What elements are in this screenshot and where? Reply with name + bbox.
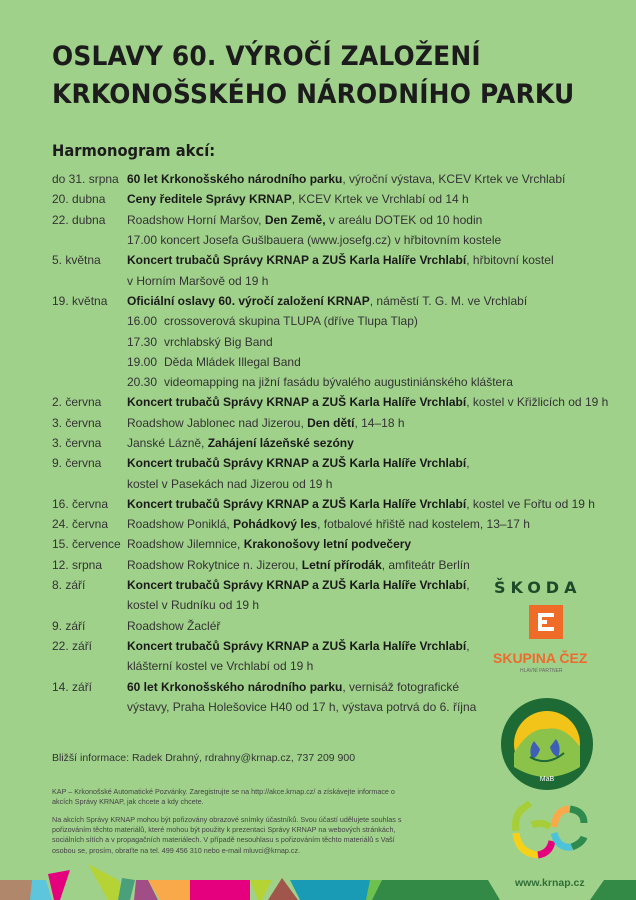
event-details: vrchlabský Big Band xyxy=(164,334,273,349)
event-details: , náměstí T. G. M. ve Vrchlabí xyxy=(369,293,528,308)
event-date: 20. dubna xyxy=(52,192,106,207)
event-details: videomapping na jižní fasádu bývalého augustiniánského kláštera xyxy=(164,375,513,390)
event-description xyxy=(127,416,405,430)
schedule-row xyxy=(52,169,582,189)
event-date: 9. září xyxy=(52,618,86,633)
schedule-row xyxy=(52,514,582,534)
schedule-row xyxy=(52,210,582,230)
event-details: , amfiteátr Berlín xyxy=(381,557,470,572)
event-details: , hřbitovní kostel xyxy=(466,253,554,268)
event-title: Ceny ředitele Správy KRNAP xyxy=(127,192,292,207)
schedule-row xyxy=(52,473,582,493)
event-title: Pohádkový les xyxy=(233,517,318,532)
schedule-row xyxy=(52,392,609,412)
event-title: Den Země, xyxy=(264,212,326,227)
event-title: Krakonošovy letní podvečery xyxy=(243,537,412,552)
cez-logo-text: SKUPINA ČEZ xyxy=(493,650,588,666)
event-details: crossoverová skupina TLUPA (dříve Tlupa Tlap) xyxy=(164,314,418,329)
event-date: 14. září xyxy=(52,679,93,694)
event-description xyxy=(127,233,501,247)
event-description xyxy=(127,497,595,511)
event-date: 12. srpna xyxy=(52,557,103,572)
event-date: 3. června xyxy=(52,436,102,450)
event-description xyxy=(127,253,554,267)
event-date: 24. června xyxy=(52,517,109,532)
decorative-color-strip xyxy=(0,864,636,900)
event-details: , kostel v Křižlicích od 19 h xyxy=(466,395,609,410)
event-description xyxy=(127,680,459,694)
schedule-row xyxy=(52,230,582,250)
event-description xyxy=(127,314,418,328)
krnap-emblem-icon xyxy=(500,697,594,796)
event-description xyxy=(127,700,476,714)
event-date: 5. května xyxy=(52,253,101,268)
schedule-row xyxy=(52,555,582,575)
event-details: , 14–18 h xyxy=(354,415,405,430)
event-description xyxy=(127,335,273,349)
event-date: 15. července xyxy=(52,537,121,552)
event-title: Koncert trubačů Správy KRNAP a ZUŠ Karla Halíře Vrchlabí xyxy=(127,395,467,410)
cez-partner-label: HLAVNÍ PARTNER xyxy=(520,668,563,674)
event-time: 16.00 xyxy=(127,314,158,329)
event-description xyxy=(127,619,220,633)
schedule-row xyxy=(52,676,582,696)
cez-logo-icon xyxy=(529,605,563,639)
schedule-row xyxy=(52,453,582,473)
event-prefix: Roadshow Horní Maršov, xyxy=(127,212,265,227)
event-details: kostel v Rudníku od 19 h xyxy=(127,598,260,613)
schedule-row xyxy=(52,616,582,636)
event-details: , KCEV Krtek ve Vrchlabí od 14 h xyxy=(291,192,469,207)
event-date: 16. června xyxy=(52,496,109,511)
event-time: 17.30 xyxy=(127,334,158,349)
svg-text:MaB: MaB xyxy=(539,776,555,783)
event-date: 8. září xyxy=(52,578,86,593)
event-date: 22. září xyxy=(52,638,93,653)
event-schedule xyxy=(52,169,609,717)
skoda-logo: ŠKODA xyxy=(494,578,582,597)
event-prefix: Roadshow Jablonec nad Jizerou, xyxy=(127,415,308,430)
schedule-row xyxy=(52,595,582,615)
event-prefix: Roadshow Jilemnice, xyxy=(127,537,244,552)
event-prefix: Janské Lázně, xyxy=(127,436,208,450)
event-description xyxy=(127,436,354,450)
event-title: Oficiální oslavy 60. výročí založení KRNAP xyxy=(127,293,370,308)
event-details: Roadshow Žacléř xyxy=(127,618,221,633)
kap-note: KAP – Krkonošské Automatické Pozvánky. Zaregistrujte se na http://akce.krnap.cz/ a získávejte informace o akcích Správy KRNAP, jak chcete a kdy chcete. xyxy=(52,787,395,807)
event-title: Koncert trubačů Správy KRNAP a ZUŠ Karla Halíře Vrchlabí xyxy=(127,253,467,268)
event-title: Koncert trubačů Správy KRNAP a ZUŠ Karla Halíře Vrchlabí xyxy=(127,496,467,511)
event-details: , xyxy=(466,578,470,593)
event-details: , výroční výstava, KCEV Krtek ve Vrchlabí xyxy=(342,172,566,187)
event-description xyxy=(127,274,268,288)
event-description xyxy=(127,639,470,653)
title-line-2: KRKONOŠSKÉHO NÁRODNÍHO PARKU xyxy=(52,79,575,110)
schedule-row xyxy=(52,352,582,372)
event-details: , xyxy=(466,456,470,471)
schedule-row xyxy=(52,291,582,311)
event-details: klášterní kostel ve Vrchlabí od 19 h xyxy=(127,659,314,674)
event-title: 60 let Krkonošského národního parku xyxy=(127,172,343,187)
event-description xyxy=(127,375,513,389)
event-details: , xyxy=(466,638,470,653)
photo-consent-note: Na akcích Správy KRNAP mohou být pořizovány obrazové snímky účastníků. Svou účastí udělujete souhlas s pořizováním těchto materiálů, které mohou být použity k prezentaci Správy KRNAP na webových stránkách, sociálních sítích a v propagačních materiálech. V případě nesouhlasu s pořizováním těchto materiálů s Vaší osobou se, prosím, obraťte na tel. 499 456 310 nebo e-mail mluvci@krnap.cz. xyxy=(52,815,402,855)
schedule-row xyxy=(52,270,582,290)
schedule-heading: Harmonogram akcí: xyxy=(52,141,216,160)
event-title: Letní přírodák xyxy=(301,557,382,572)
event-title: Zahájení lázeňské sezóny xyxy=(207,436,354,450)
page-title xyxy=(52,38,574,114)
event-description xyxy=(127,456,470,470)
event-title: Koncert trubačů Správy KRNAP a ZUŠ Karla Halíře Vrchlabí xyxy=(127,456,467,471)
schedule-row xyxy=(52,494,595,514)
event-title: Koncert trubačů Správy KRNAP a ZUŠ Karla Halíře Vrchlabí xyxy=(127,638,467,653)
event-date: 2. června xyxy=(52,395,102,410)
event-date: do 31. srpna xyxy=(52,172,119,187)
event-date: 22. dubna xyxy=(52,212,106,227)
event-description xyxy=(127,294,527,308)
event-title: Koncert trubačů Správy KRNAP a ZUŠ Karla Halíře Vrchlabí xyxy=(127,578,467,593)
event-time: 20.30 xyxy=(127,375,158,390)
event-prefix: Roadshow Rokytnice n. Jizerou, xyxy=(127,557,302,572)
event-description xyxy=(127,172,565,186)
event-description xyxy=(127,517,530,531)
event-date: 9. června xyxy=(52,456,102,471)
60-anniversary-logo xyxy=(508,797,588,864)
event-description xyxy=(127,598,259,612)
event-details: , vernisáž fotografické xyxy=(342,679,460,694)
event-details: v Horním Maršově od 19 h xyxy=(127,273,269,288)
event-description xyxy=(127,355,301,369)
schedule-row xyxy=(52,413,582,433)
schedule-row xyxy=(52,311,582,331)
schedule-row xyxy=(52,331,582,351)
event-description xyxy=(127,192,469,206)
contact-info: Bližší informace: Radek Drahný, rdrahny@krnap.cz, 737 209 900 xyxy=(52,752,356,764)
event-date: 3. června xyxy=(52,415,102,430)
event-description xyxy=(127,659,313,673)
event-details: kostel v Pasekách nad Jizerou od 19 h xyxy=(127,476,333,491)
event-details: v areálu DOTEK od 10 hodin xyxy=(325,212,483,227)
schedule-row xyxy=(52,250,582,270)
event-description xyxy=(127,537,411,551)
event-details: 17.00 koncert Josefa Gušlbauera (www.josefg.cz) v hřbitovním kostele xyxy=(127,233,502,248)
schedule-row xyxy=(52,534,582,554)
event-time: 19.00 xyxy=(127,354,158,369)
event-details: , kostel ve Fořtu od 19 h xyxy=(466,496,595,511)
schedule-row xyxy=(52,372,582,392)
title-line-1: OSLAVY 60. VÝROČÍ ZALOŽENÍ xyxy=(52,41,481,72)
event-description xyxy=(127,558,470,572)
event-details: Děda Mládek Illegal Band xyxy=(164,354,301,369)
event-title: Den dětí xyxy=(307,415,355,430)
event-description xyxy=(127,213,482,227)
event-details: , fotbalové hřiště nad kostelem, 13–17 h xyxy=(317,517,530,532)
event-description xyxy=(127,477,332,491)
event-description xyxy=(127,578,470,592)
event-date: 19. května xyxy=(52,293,108,308)
event-details: výstavy, Praha Holešovice H40 od 17 h, výstava potrvá do 6. října xyxy=(127,699,477,714)
event-description xyxy=(127,395,608,409)
event-prefix: Roadshow Poniklá, xyxy=(127,517,234,532)
schedule-row xyxy=(52,433,582,453)
schedule-row xyxy=(52,189,582,209)
website-link[interactable]: www.krnap.cz xyxy=(515,877,585,889)
event-title: 60 let Krkonošského národního parku xyxy=(127,679,343,694)
